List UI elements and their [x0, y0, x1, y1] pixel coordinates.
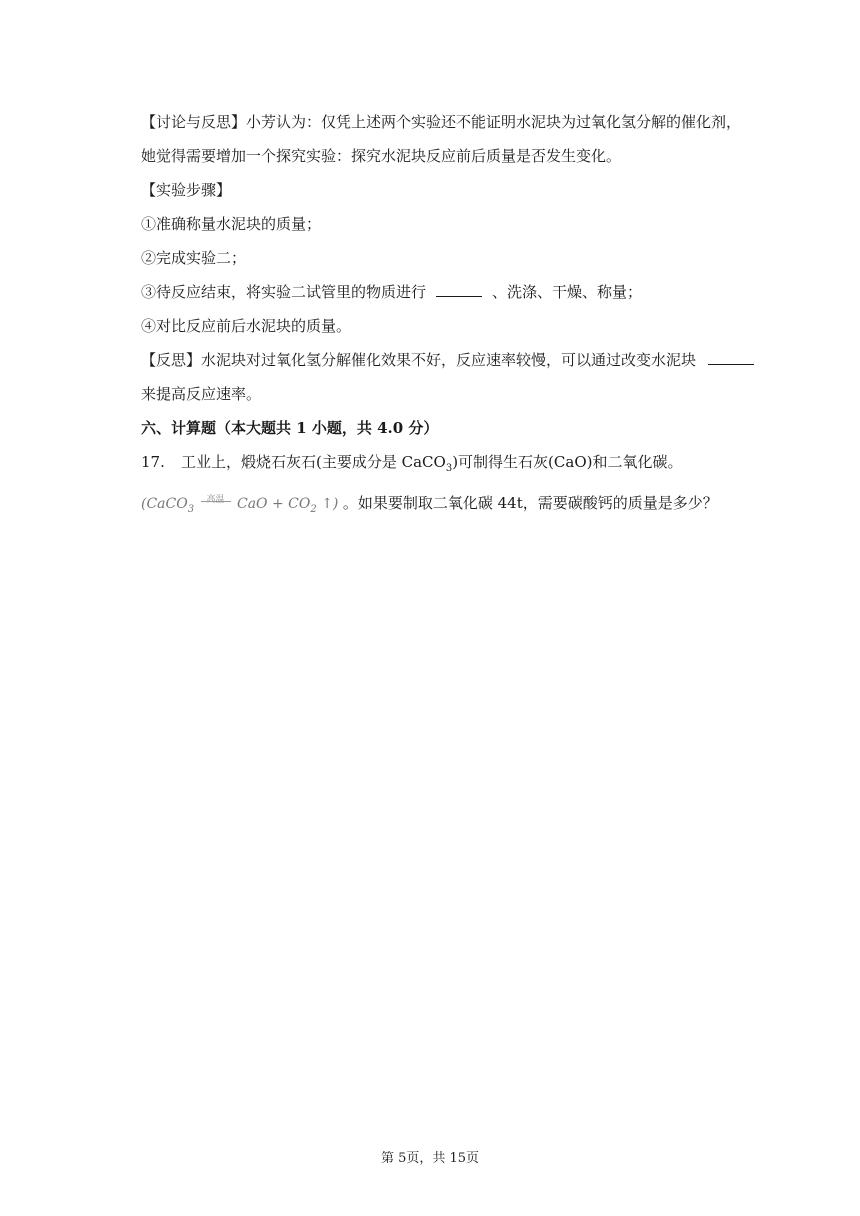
formula-end: ↑) [321, 496, 339, 512]
question-17-line-1 [141, 452, 760, 479]
reflection-text: 【反思】水泥块对过氧化氢分解催化效果不好，反应速率较慢，可以通过改变水泥块 [141, 351, 697, 369]
step-3 [141, 282, 760, 302]
page-footer: 第 5页，共 15页 [380, 1151, 480, 1166]
steps-heading: 【实验步骤】 [141, 181, 232, 199]
step-2: ②完成实验二； [141, 249, 247, 267]
formula-sub-3: 3 [187, 503, 195, 515]
formula-condition: 高温 [199, 490, 233, 510]
question-text: 。如果要制取二氧化碳 44t，需要碳酸钙的质量是多少？ [342, 494, 718, 512]
step-3-text-before: ③待反应结束，将实验二试管里的物质进行 [141, 283, 427, 301]
question-17-line-2 [141, 490, 760, 520]
section-title: 六、计算题（本大题共 1 小题，共 4.0 分） [141, 419, 439, 437]
step-3-text-after: 、洗涤、干燥、称量； [492, 283, 643, 301]
question-text-before: 工业上，煅烧石灰石(主要成分是 CaCO [181, 453, 446, 471]
reflection-line-1 [141, 350, 760, 370]
question-sub-3: 3 [445, 463, 453, 474]
discussion-line-1: 【讨论与反思】小芳认为：仅凭上述两个实验还不能证明水泥块为过氧化氢分解的催化剂， [141, 113, 742, 131]
formula-left: (CaCO [141, 496, 188, 512]
answer-blank-2 [708, 350, 754, 365]
chemical-equation [141, 495, 343, 515]
step-4: ④对比反应前后水泥块的质量。 [141, 317, 352, 335]
question-number: 17. [141, 453, 165, 471]
discussion-line-2: 她觉得需要增加一个探究实验：探究水泥块反应前后质量是否发生变化。 [141, 147, 622, 165]
step-1: ①准确称量水泥块的质量； [141, 215, 322, 233]
answer-blank-1 [436, 282, 482, 297]
question-text-after: )可制得生石灰(CaO)和二氧化碳。 [452, 453, 683, 471]
formula-right: CaO + CO [237, 496, 311, 512]
formula-sub-2: 2 [310, 503, 317, 515]
reflection-line-2: 来提高反应速率。 [141, 385, 262, 403]
